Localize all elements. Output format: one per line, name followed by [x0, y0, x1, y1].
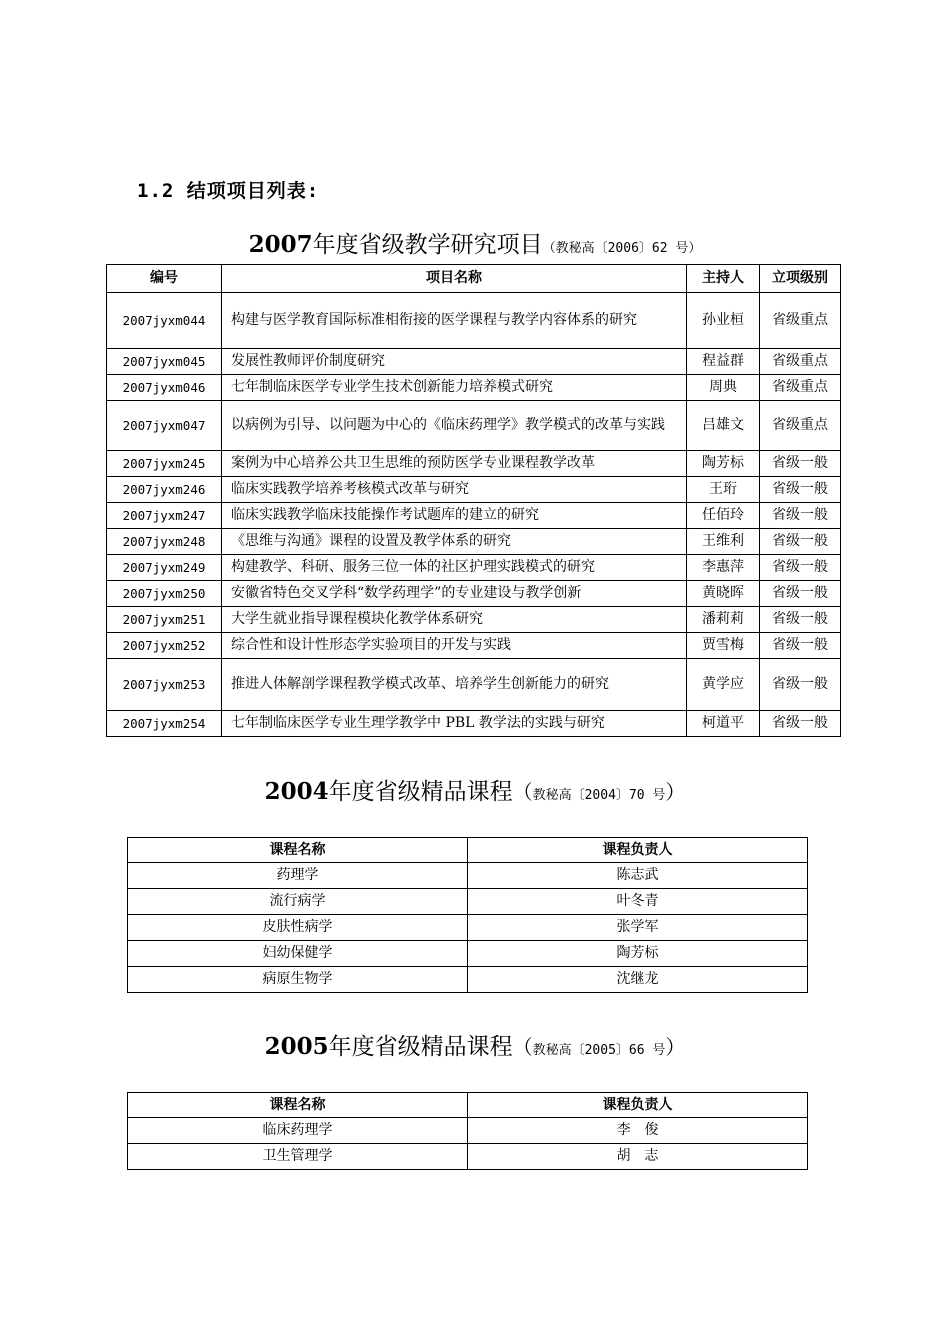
project-leader: 黄晓晖 — [687, 581, 760, 607]
course-leader: 胡 志 — [468, 1144, 808, 1170]
table-row — [107, 477, 841, 503]
project-name: 大学生就业指导课程模块化教学体系研究 — [222, 607, 687, 633]
table1-title-ref: （教秘高〔2006〕62 号） — [542, 241, 702, 256]
course-leader: 叶冬青 — [468, 889, 808, 915]
table-row — [128, 889, 808, 915]
project-name: 七年制临床医学专业学生技术创新能力培养模式研究 — [222, 375, 687, 401]
table-header-row — [107, 265, 841, 293]
course-leader: 张学军 — [468, 915, 808, 941]
table1-title — [0, 226, 950, 259]
project-code: 2007jyxm253 — [107, 659, 222, 711]
project-level: 省级一般 — [760, 659, 841, 711]
course-name: 临床药理学 — [128, 1118, 468, 1144]
quality-course-2004-table — [127, 837, 808, 993]
course-leader: 陈志武 — [468, 863, 808, 889]
header-leader: 主持人 — [687, 265, 760, 293]
project-name: 安徽省特色交叉学科“数学药理学”的专业建设与教学创新 — [222, 581, 687, 607]
course-name: 药理学 — [128, 863, 468, 889]
project-code: 2007jyxm044 — [107, 293, 222, 349]
table3-title-ref: 教秘高〔2005〕66 号 — [532, 1043, 666, 1058]
project-leader: 贾雪梅 — [687, 633, 760, 659]
project-level: 省级一般 — [760, 477, 841, 503]
project-leader: 程益群 — [687, 349, 760, 375]
table3-title-text: 年度省级精品课程 — [328, 1034, 513, 1060]
teaching-research-table — [106, 264, 841, 737]
project-leader: 李惠萍 — [687, 555, 760, 581]
project-leader: 柯道平 — [687, 711, 760, 737]
project-code: 2007jyxm248 — [107, 529, 222, 555]
project-level: 省级重点 — [760, 349, 841, 375]
project-name: 发展性教师评价制度研究 — [222, 349, 687, 375]
project-name: 案例为中心培养公共卫生思维的预防医学专业课程教学改革 — [222, 451, 687, 477]
project-leader: 王维利 — [687, 529, 760, 555]
course-name: 皮肤性病学 — [128, 915, 468, 941]
course-leader: 李 俊 — [468, 1118, 808, 1144]
course-leader: 沈继龙 — [468, 967, 808, 993]
project-code: 2007jyxm046 — [107, 375, 222, 401]
project-level: 省级一般 — [760, 633, 841, 659]
course-name: 流行病学 — [128, 889, 468, 915]
project-level: 省级一般 — [760, 711, 841, 737]
table-row — [107, 555, 841, 581]
project-name: 七年制临床医学专业生理学教学中 PBL 教学法的实践与研究 — [222, 711, 687, 737]
project-code: 2007jyxm045 — [107, 349, 222, 375]
project-name: 临床实践教学临床技能操作考试题库的建立的研究 — [222, 503, 687, 529]
project-name: 以病例为引导、以问题为中心的《临床药理学》教学模式的改革与实践 — [222, 401, 687, 451]
project-name: 临床实践教学培养考核模式改革与研究 — [222, 477, 687, 503]
table-row — [128, 1144, 808, 1170]
table-row — [107, 451, 841, 477]
project-name: 构建教学、科研、服务三位一体的社区护理实践模式的研究 — [222, 555, 687, 581]
project-code: 2007jyxm245 — [107, 451, 222, 477]
section-heading: 1.2 结项项目列表: — [137, 180, 320, 202]
project-leader: 陶芳标 — [687, 451, 760, 477]
table-row — [128, 967, 808, 993]
header-course-leader: 课程负责人 — [468, 838, 808, 863]
project-level: 省级重点 — [760, 375, 841, 401]
course-leader: 陶芳标 — [468, 941, 808, 967]
header-course-name: 课程名称 — [128, 1093, 468, 1118]
project-code: 2007jyxm250 — [107, 581, 222, 607]
project-level: 省级重点 — [760, 401, 841, 451]
project-code: 2007jyxm252 — [107, 633, 222, 659]
quality-course-2005-table — [127, 1092, 808, 1170]
project-code: 2007jyxm246 — [107, 477, 222, 503]
header-level: 立项级别 — [760, 265, 841, 293]
project-code: 2007jyxm247 — [107, 503, 222, 529]
project-leader: 王珩 — [687, 477, 760, 503]
table-row — [128, 915, 808, 941]
project-level: 省级一般 — [760, 451, 841, 477]
table-row — [107, 349, 841, 375]
project-level: 省级一般 — [760, 607, 841, 633]
project-leader: 任佰玲 — [687, 503, 760, 529]
header-course-leader: 课程负责人 — [468, 1093, 808, 1118]
project-code: 2007jyxm249 — [107, 555, 222, 581]
project-level: 省级一般 — [760, 529, 841, 555]
table2-title-text: 年度省级精品课程 — [328, 779, 513, 805]
table-row — [107, 503, 841, 529]
project-code: 2007jyxm251 — [107, 607, 222, 633]
header-project-name: 项目名称 — [222, 265, 687, 293]
project-leader: 周典 — [687, 375, 760, 401]
table3-title: 2005年度省级精品课程（教秘高〔2005〕66 号） — [264, 1033, 686, 1060]
table-row — [107, 607, 841, 633]
table-row — [107, 711, 841, 737]
project-leader: 吕雄文 — [687, 401, 760, 451]
project-level: 省级重点 — [760, 293, 841, 349]
project-level: 省级一般 — [760, 555, 841, 581]
table-row — [128, 1118, 808, 1144]
table-header-row — [128, 838, 808, 863]
table-row — [107, 529, 841, 555]
project-name: 构建与医学教育国际标准相衔接的医学课程与教学内容体系的研究 — [222, 293, 687, 349]
header-course-name: 课程名称 — [128, 838, 468, 863]
project-level: 省级一般 — [760, 503, 841, 529]
table-row — [107, 633, 841, 659]
table-header-row — [128, 1093, 808, 1118]
project-code: 2007jyxm047 — [107, 401, 222, 451]
table1-title-year: 2007 — [248, 231, 313, 258]
course-name: 妇幼保健学 — [128, 941, 468, 967]
table2-title-ref: 教秘高〔2004〕70 号 — [532, 788, 666, 803]
project-level: 省级一般 — [760, 581, 841, 607]
table-row — [107, 401, 841, 451]
table2-title: 2004年度省级精品课程（教秘高〔2004〕70 号） — [264, 778, 686, 805]
project-leader: 黄学应 — [687, 659, 760, 711]
table-row — [107, 659, 841, 711]
table-row — [107, 375, 841, 401]
table-row — [107, 293, 841, 349]
table1-title-text: 年度省级教学研究项目 — [312, 232, 543, 258]
table3-title-year: 2005 — [264, 1033, 329, 1060]
project-code: 2007jyxm254 — [107, 711, 222, 737]
project-name: 推进人体解剖学课程教学模式改革、培养学生创新能力的研究 — [222, 659, 687, 711]
table-row — [107, 581, 841, 607]
table-row — [128, 941, 808, 967]
project-leader: 潘莉莉 — [687, 607, 760, 633]
table-row — [128, 863, 808, 889]
table2-title-year: 2004 — [264, 778, 329, 805]
project-name: 《思维与沟通》课程的设置及教学体系的研究 — [222, 529, 687, 555]
course-name: 卫生管理学 — [128, 1144, 468, 1170]
project-name: 综合性和设计性形态学实验项目的开发与实践 — [222, 633, 687, 659]
header-code: 编号 — [107, 265, 222, 293]
course-name: 病原生物学 — [128, 967, 468, 993]
project-leader: 孙业桓 — [687, 293, 760, 349]
